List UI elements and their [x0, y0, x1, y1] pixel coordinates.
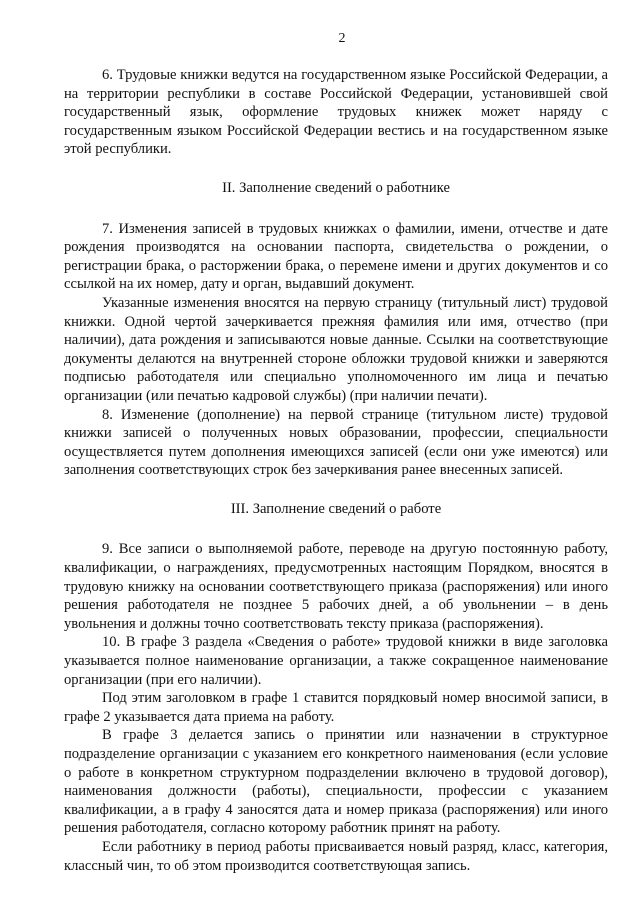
paragraph-6: 6. Трудовые книжки ведутся на государственном языке Российской Федерации, а на территории республики в составе Российской Федерации, установившей свой государственный язык, оформление трудовых книжек может наряду с государственным языком Российской Федерации вестись и на государственном языке этой республики.: [64, 67, 608, 158]
paragraph-10-column-3: В графе 3 делается запись о принятии или назначении в структурное подразделение организации с указанием его конкретного наименования (если условие о работе в конкретном структурном подразделении включено в трудовой договор), наименования должности (работы), специальности, профессии с указанием квалификации, а в графу 4 заносятся дата и номер приказа (распоряжения) или иного решения работодателя, согласно которому работник принят на работу.: [64, 727, 608, 837]
paragraph-7-continued: Указанные изменения вносятся на первую страницу (титульный лист) трудовой книжки. Одной чертой зачеркивается прежняя фамилия или имя, отчество (при наличии), дата рождения и записываются новые данные. Ссылки на соответствующие документы делаются на внутренней стороне обложки трудовой книжки и заверяются подписью работодателя или специально уполномоченного им лица и печатью организации (или печатью кадровой службы) (при наличии печати).: [64, 294, 608, 404]
page-number: 2: [338, 31, 346, 46]
paragraph-7: 7. Изменения записей в трудовых книжках о фамилии, имени, отчестве и дате рождения производятся на основании паспорта, свидетельства о рождении, о регистрации брака, о расторжении брака, о перемене имени и других документов и со ссылкой на их номер, дату и орган, выдавший документ.: [64, 220, 608, 293]
section-heading-employee-info: II. Заполнение сведений о работнике: [222, 179, 450, 196]
paragraph-9: 9. Все записи о выполняемой работе, переводе на другую постоянную работу, квалификации, о награждениях, предусмотренных настоящим Порядком, вносятся в трудовую книжку на основании соответствующего приказа (распоряжения) или иного решения работодателя не позднее 5 рабочих дней, а об увольнении – в день увольнения и должны точно соответствовать тексту приказа (распоряжения).: [64, 541, 608, 632]
section-heading-work-info: III. Заполнение сведений о работе: [230, 500, 442, 517]
paragraph-10: 10. В графе 3 раздела «Сведения о работе» трудовой книжки в виде заголовка указывается полное наименование организации, а также сокращенное наименование организации (при его наличии).: [64, 634, 608, 688]
paragraph-10-new-grade: Если работнику в период работы присваивается новый разряд, класс, категория, классный чин, то об этом производится соответствующая запись.: [64, 838, 608, 874]
paragraph-10-header-entry: Под этим заголовком в графе 1 ставится порядковый номер вносимой записи, в графе 2 указывается дата приема на работу.: [64, 690, 608, 725]
paragraph-8: 8. Изменение (дополнение) на первой странице (титульном листе) трудовой книжки записей о полученных новых образовании, профессии, специальности осуществляется путем дополнения имеющихся записей (если они уже имеются) или заполнения соответствующих строк без зачеркивания ранее внесенных записей.: [64, 406, 608, 479]
